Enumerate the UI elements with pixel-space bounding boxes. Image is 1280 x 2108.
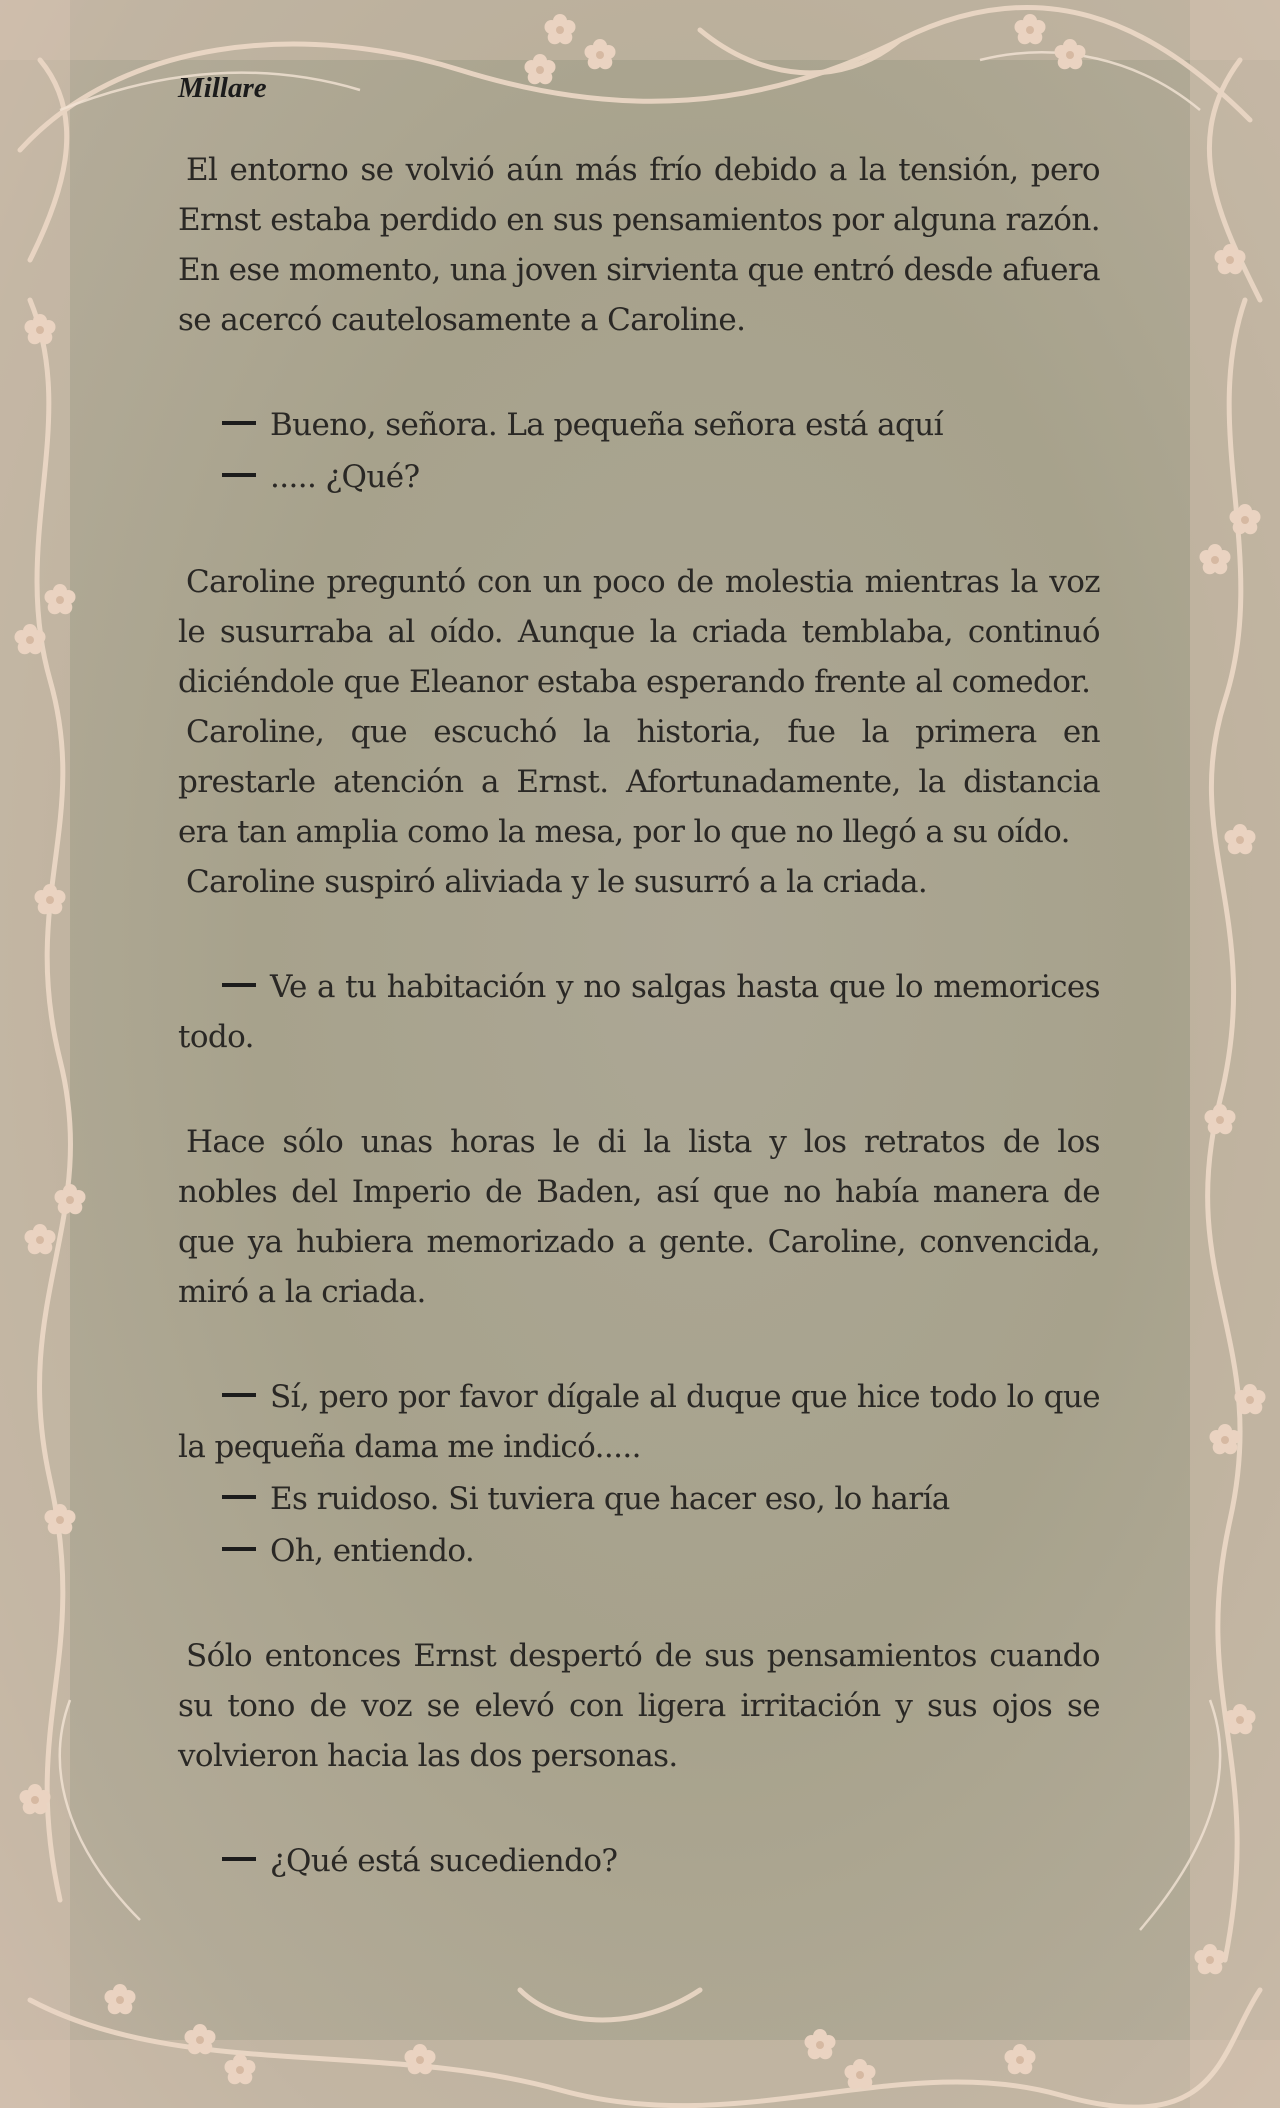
paragraph-4: Caroline suspiró aliviada y le susurró a la criada. xyxy=(186,864,928,900)
dialogue-dash-icon xyxy=(222,983,256,987)
dialogue-dash-icon xyxy=(222,1857,256,1861)
paragraph-6: Sólo entonces Ernst despertó de sus pensamientos cuando su tono de voz se elevó con ligera irritación y sus ojos se volvieron hacia las dos personas. xyxy=(178,1638,1100,1774)
dialogue-line-4: Sí, pero por favor dígale al duque que hice todo lo que la pequeña dama me indicó..... xyxy=(178,1379,1100,1465)
dialogue-line-1: Bueno, señora. La pequeña señora está aquí xyxy=(178,400,1100,450)
paragraph-2: Caroline preguntó con un poco de molestia mientras la voz le susurraba al oído. Aunque la criada temblaba, continuó diciéndole que Eleanor estaba esperando frente al comedor. xyxy=(178,564,1100,700)
dialogue-line-7: ¿Qué está sucediendo? xyxy=(178,1836,1100,1886)
paragraph-3: Caroline, que escuchó la historia, fue la primera en prestarle atención a Ernst. Afortunadamente, la distancia era tan amplia como la mesa, por lo que no llegó a su oído. xyxy=(178,714,1100,850)
dialogue-dash-icon xyxy=(222,1495,256,1499)
chapter-body xyxy=(178,145,1100,1886)
author-header: Millare xyxy=(178,72,267,104)
dialogue-dash-icon xyxy=(222,1393,256,1397)
paragraph-1: El entorno se volvió aún más frío debido a la tensión, pero Ernst estaba perdido en sus pensamientos por alguna razón. En ese momento, una joven sirvienta que entró desde afuera se acercó cautelosamente a Caroline. xyxy=(178,152,1100,338)
paragraph-5: Hace sólo unas horas le di la lista y los retratos de los nobles del Imperio de Baden, así que no había manera de que ya hubiera memorizado a gente. Caroline, convencida, miró a la criada. xyxy=(178,1124,1100,1310)
dialogue-line-6: Oh, entiendo. xyxy=(178,1526,1100,1576)
dialogue-line-2: ..... ¿Qué? xyxy=(178,452,1100,502)
dialogue-dash-icon xyxy=(222,421,256,425)
dialogue-line-3: Ve a tu habitación y no salgas hasta que lo memorices todo. xyxy=(178,969,1100,1055)
dialogue-dash-icon xyxy=(222,473,256,477)
dialogue-dash-icon xyxy=(222,1547,256,1551)
dialogue-line-5: Es ruidoso. Si tuviera que hacer eso, lo haría xyxy=(178,1474,1100,1524)
